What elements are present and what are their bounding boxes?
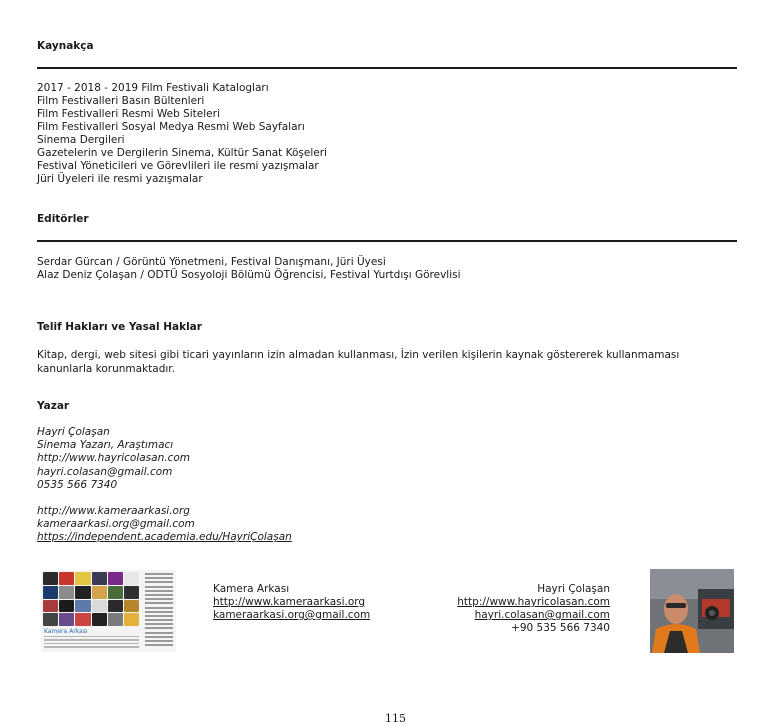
author-heading: Yazar xyxy=(37,400,70,412)
author-email-2[interactable]: kameraarkasi.org@gmail.com xyxy=(37,518,195,531)
copyright-heading: Telif Hakları ve Yasal Haklar xyxy=(37,321,202,333)
author-photo-image xyxy=(650,569,734,653)
editor-item: Serdar Gürcan / Görüntü Yönetmeni, Festival Danışmanı, Jüri Üyesi xyxy=(37,256,386,268)
author-photo xyxy=(650,569,734,653)
page-number: 115 xyxy=(385,712,406,725)
sources-divider xyxy=(37,67,737,69)
spacer xyxy=(37,492,292,505)
author-academia-link[interactable]: https://independent.academia.edu/HayriÇolaşan xyxy=(37,531,292,544)
sources-list xyxy=(37,82,327,186)
source-item: Jüri Üyeleri ile resmi yazışmalar xyxy=(37,173,203,185)
source-item: Film Festivalleri Resmi Web Siteleri xyxy=(37,108,220,120)
editors-divider xyxy=(37,240,737,242)
thumbnail-text-lines xyxy=(44,636,139,650)
footer-right-name: Hayri Çolaşan xyxy=(537,583,610,595)
source-item: Sinema Dergileri xyxy=(37,134,125,146)
footer-right-url[interactable]: http://www.hayricolasan.com xyxy=(457,596,610,608)
footer-right xyxy=(457,583,610,635)
source-item: 2017 - 2018 - 2019 Film Festivali Katalogları xyxy=(37,82,269,94)
source-item: Gazetelerin ve Dergilerin Sinema, Kültür Sanat Köşeleri xyxy=(37,147,327,159)
author-website-2[interactable]: http://www.kameraarkasi.org xyxy=(37,505,190,518)
footer-right-phone: +90 535 566 7340 xyxy=(511,622,610,634)
footer-left-email[interactable]: kameraarkasi.org@gmail.com xyxy=(213,609,371,621)
author-title: Sinema Yazarı, Araştımacı xyxy=(37,439,174,452)
thumbnail-brand: Kamera Arkası xyxy=(44,628,88,635)
author-phone: 0535 566 7340 xyxy=(37,478,118,491)
author-name: Hayri Çolaşan xyxy=(37,426,110,438)
footer-left-url[interactable]: http://www.kameraarkasi.org xyxy=(213,596,366,608)
editors-list xyxy=(37,256,461,282)
author-block xyxy=(37,426,292,545)
author-email[interactable]: hayri.colasan@gmail.com xyxy=(37,465,173,478)
thumbnail-menu-lines xyxy=(145,573,173,648)
footer-right-email[interactable]: hayri.colasan@gmail.com xyxy=(474,609,610,621)
editor-item: Alaz Deniz Çolaşan / ODTÜ Sosyoloji Bölümü Öğrencisi, Festival Yurtdışı Görevlisi xyxy=(37,269,461,281)
source-item: Film Festivalleri Basın Bültenleri xyxy=(37,95,205,107)
thumbnail-collage xyxy=(43,572,139,626)
editors-heading: Editörler xyxy=(37,213,89,225)
copyright-text: Kitap, dergi, web sitesi gibi ticari yayınların izin almadan kullanması, İzin verilen kişilerin kaynak göstererek kullanmaması kanunlarla korunmaktadır. xyxy=(37,349,680,375)
kamera-arkasi-thumbnail xyxy=(41,570,176,652)
footer-left-name: Kamera Arkası xyxy=(213,583,290,595)
footer-left xyxy=(213,583,370,622)
source-item: Festival Yöneticileri ve Görevlileri ile resmi yazışmalar xyxy=(37,160,319,172)
author-website[interactable]: http://www.hayricolasan.com xyxy=(37,452,191,465)
sources-heading: Kaynakça xyxy=(37,40,94,52)
source-item: Film Festivalleri Sosyal Medya Resmi Web Sayfaları xyxy=(37,121,305,133)
